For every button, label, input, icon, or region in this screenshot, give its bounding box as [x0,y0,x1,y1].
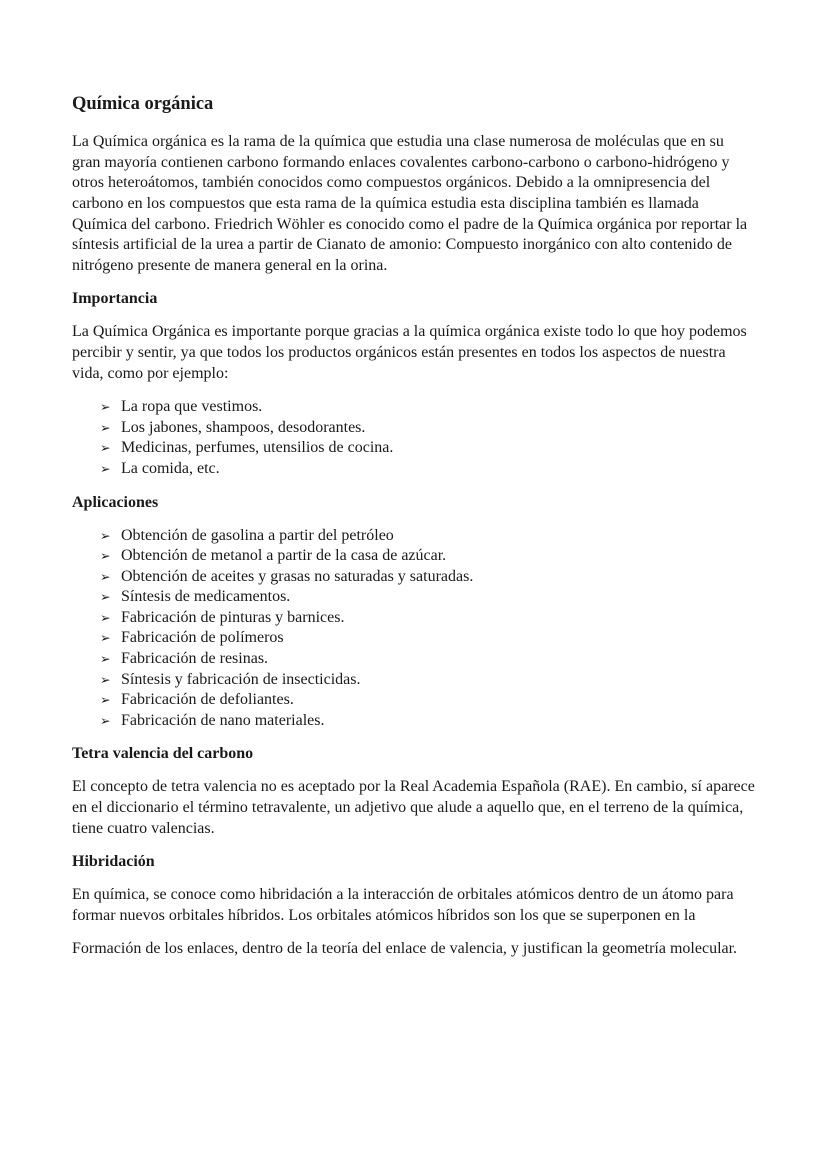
list-item-text: Fabricación de resinas. [121,650,269,668]
hibridacion-paragraph-1: En química, se conoce como hibridación a la interacción de orbitales atómicos dentro de un átomo para formar nuevos orbitales híbridos. Los orbitales atómicos híbridos son los que se superponen en la [72,886,734,924]
arrow-bullet-icon: ➢ [100,692,111,708]
arrow-bullet-icon: ➢ [100,671,111,687]
list-item [100,690,756,711]
list-item [100,649,756,670]
list-item [100,628,756,649]
list-item [100,567,756,588]
arrow-bullet-icon: ➢ [100,440,111,456]
arrow-bullet-icon: ➢ [100,460,111,476]
list-item-text: Obtención de gasolina a partir del petróleo [121,526,394,544]
importancia-paragraph: La Química Orgánica es importante porque gracias a la química orgánica existe todo lo que hoy podemos percibir y sentir, ya que todos los productos orgánicos están presentes en todos los aspectos de nuestra vida, como por ejemplo: [72,323,747,382]
hibridacion-paragraph-2: Formación de los enlaces, dentro de la teoría del enlace de valencia, y justifican la geometría molecular. [72,940,738,958]
list-item-text: Fabricación de pinturas y barnices. [121,608,345,626]
arrow-bullet-icon: ➢ [100,548,111,564]
list-item [100,526,756,547]
arrow-bullet-icon: ➢ [100,589,111,605]
section-heading-tetravalencia: Tetra valencia del carbono [72,745,254,763]
list-item [100,670,756,691]
list-item-text: La ropa que vestimos. [121,398,263,416]
list-item-text: Fabricación de nano materiales. [121,711,325,729]
list-item-text: Fabricación de defoliantes. [121,691,294,709]
list-item-text: Síntesis de medicamentos. [121,588,291,606]
list-item-text: Los jabones, shampoos, desodorantes. [121,418,366,436]
list-item [100,608,756,629]
importancia-list [72,397,756,479]
page-title: Química orgánica [72,94,214,114]
list-item [100,459,756,480]
arrow-bullet-icon: ➢ [100,712,111,728]
arrow-bullet-icon: ➢ [100,651,111,667]
list-item-text: La comida, etc. [121,459,220,477]
list-item-text: Fabricación de polímeros [121,629,284,647]
list-item [100,397,756,418]
list-item [100,438,756,459]
tetravalencia-paragraph: El concepto de tetra valencia no es aceptado por la Real Academia Española (RAE). En cambio, sí aparece en el diccionario el término tetravalente, un adjetivo que alude a aquello que, en el terreno de la química, tiene cuatro valencias. [72,778,755,837]
list-item [100,711,756,732]
list-item-text: Obtención de aceites y grasas no saturadas y saturadas. [121,567,474,585]
aplicaciones-list [72,526,756,732]
arrow-bullet-icon: ➢ [100,527,111,543]
arrow-bullet-icon: ➢ [100,568,111,584]
list-item-text: Obtención de metanol a partir de la casa de azúcar. [121,547,447,565]
section-heading-importancia: Importancia [72,290,158,308]
list-item [100,546,756,567]
section-heading-hibridacion: Hibridación [72,853,155,871]
list-item [100,418,756,439]
intro-paragraph: La Química orgánica es la rama de la química que estudia una clase numerosa de moléculas que en su gran mayoría contienen carbono formando enlaces covalentes carbono-carbono o carbono-hidrógeno y otros heteroátomos, también conocidos como compuestos orgánicos. Debido a la omnipresencia del carbono en los compuestos que esta rama de la química estudia esta disciplina también es llamada Química del carbono. Friedrich Wöhler es conocido como el padre de la Química orgánica por reportar la síntesis artificial de la urea a partir de Cianato de amonio: Compuesto inorgánico con alto contenido de nitrógeno presente de manera general en la orina. [72,133,748,274]
arrow-bullet-icon: ➢ [100,609,111,625]
list-item-text: Síntesis y fabricación de insecticidas. [121,670,361,688]
arrow-bullet-icon: ➢ [100,399,111,415]
section-heading-aplicaciones: Aplicaciones [72,493,159,511]
list-item-text: Medicinas, perfumes, utensilios de cocina. [121,439,394,457]
arrow-bullet-icon: ➢ [100,630,111,646]
arrow-bullet-icon: ➢ [100,419,111,435]
list-item [100,587,756,608]
